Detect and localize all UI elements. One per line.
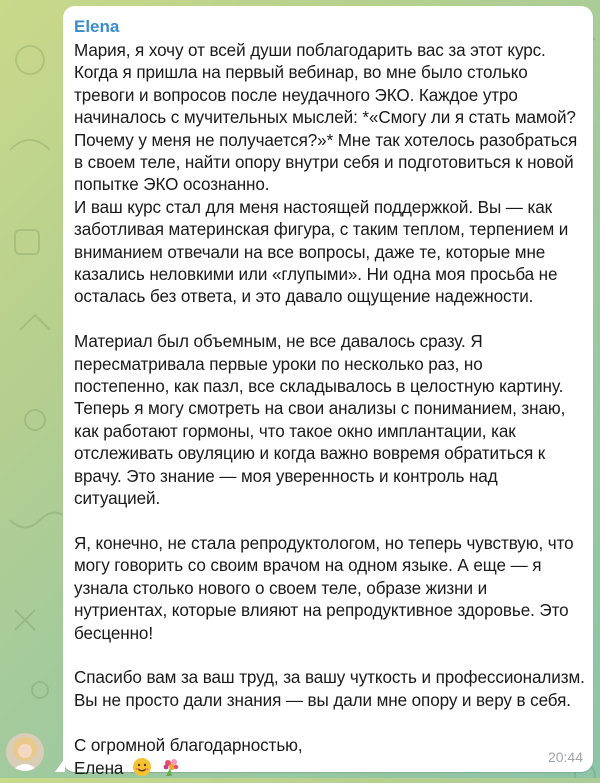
message-bubble[interactable] — [63, 6, 593, 778]
message-line: тревоги и вопросов после неудачного ЭКО. Каждое утро — [74, 85, 518, 105]
paragraph-gap — [74, 645, 579, 667]
message-line: Спасибо вам за ваш труд, за вашу чуткость и профессионализм. — [74, 668, 585, 688]
message-line: начиналось с мучительных мыслей: *«Смогу ли я стать мамой? — [74, 108, 576, 128]
message-timestamp: 20:44 — [547, 749, 583, 765]
message-line: врачу. Это знание — моя уверенность и контроль над — [74, 466, 498, 486]
message-line: Материал был объемным, не все давалось сразу. Я — [74, 332, 483, 352]
paragraph-gap — [74, 309, 579, 331]
message-line: могу говорить со своим врачом на одном языке. А еще — я — [74, 556, 542, 576]
bouquet-icon — [161, 757, 181, 783]
message-line: вниманием отвечали на все вопросы, даже те, которые мне — [74, 242, 546, 262]
message-line: Почему у меня не получается?»* Мне так хотелось разобраться — [74, 130, 578, 150]
message-line: отслеживать овуляцию и когда важно вовремя обратиться к — [74, 444, 546, 464]
smiling-face-icon — [132, 757, 152, 783]
message-line: Я, конечно, не стала репродуктологом, но теперь чувствую, что — [74, 533, 574, 553]
message-line: Мария, я хочу от всей души поблагодарить вас за этот курс. — [74, 41, 546, 60]
message-line: постепенно, как пазл, все складывалось в целостную картину. — [74, 377, 564, 397]
message-line: в своем теле, найти опору внутри себя и подготовиться к новой — [74, 153, 574, 173]
message-line: бесценно! — [74, 623, 153, 643]
message-line: ситуацией. — [74, 489, 161, 509]
sender-name[interactable]: Elena — [74, 17, 120, 36]
message-line: пересматривала первые уроки по несколько раз, но — [74, 354, 483, 374]
message-line: Когда я пришла на первый вебинар, во мне было столько — [74, 63, 528, 83]
message-line: попытке ЭКО осознанно. — [74, 175, 270, 195]
message-line: как работают гормоны, что такое окно имплантации, как — [74, 421, 516, 441]
message-line: Вы не просто дали знания — вы дали мне опору и веру в себя. — [74, 690, 571, 710]
message-line: С огромной благодарностью, — [74, 735, 303, 755]
message-line: осталась без ответа, и это давало ощущение надежности. — [74, 287, 534, 307]
signature-line — [74, 757, 579, 783]
signature-name: Елена — [74, 758, 124, 778]
avatar-photo — [6, 733, 44, 771]
paragraph-gap — [74, 712, 579, 734]
message-line: казались неловкими или «глупыми». Ни одна моя просьба не — [74, 265, 558, 285]
sender-avatar[interactable] — [6, 733, 44, 771]
paragraph-gap — [74, 511, 579, 533]
message-line: нутриентах, которые влияют на репродуктивное здоровье. Это — [74, 601, 569, 621]
message-line: И ваш курс стал для меня настоящей поддержкой. Вы — как — [74, 197, 552, 217]
message-line: Теперь я могу смотреть на свои анализы с пониманием, знаю, — [74, 399, 566, 419]
message-line: заботливая материнская фигура, с таким теплом, терпением и — [74, 220, 569, 240]
message-line: узнала столько нового о своем теле, образе жизни и — [74, 578, 488, 598]
